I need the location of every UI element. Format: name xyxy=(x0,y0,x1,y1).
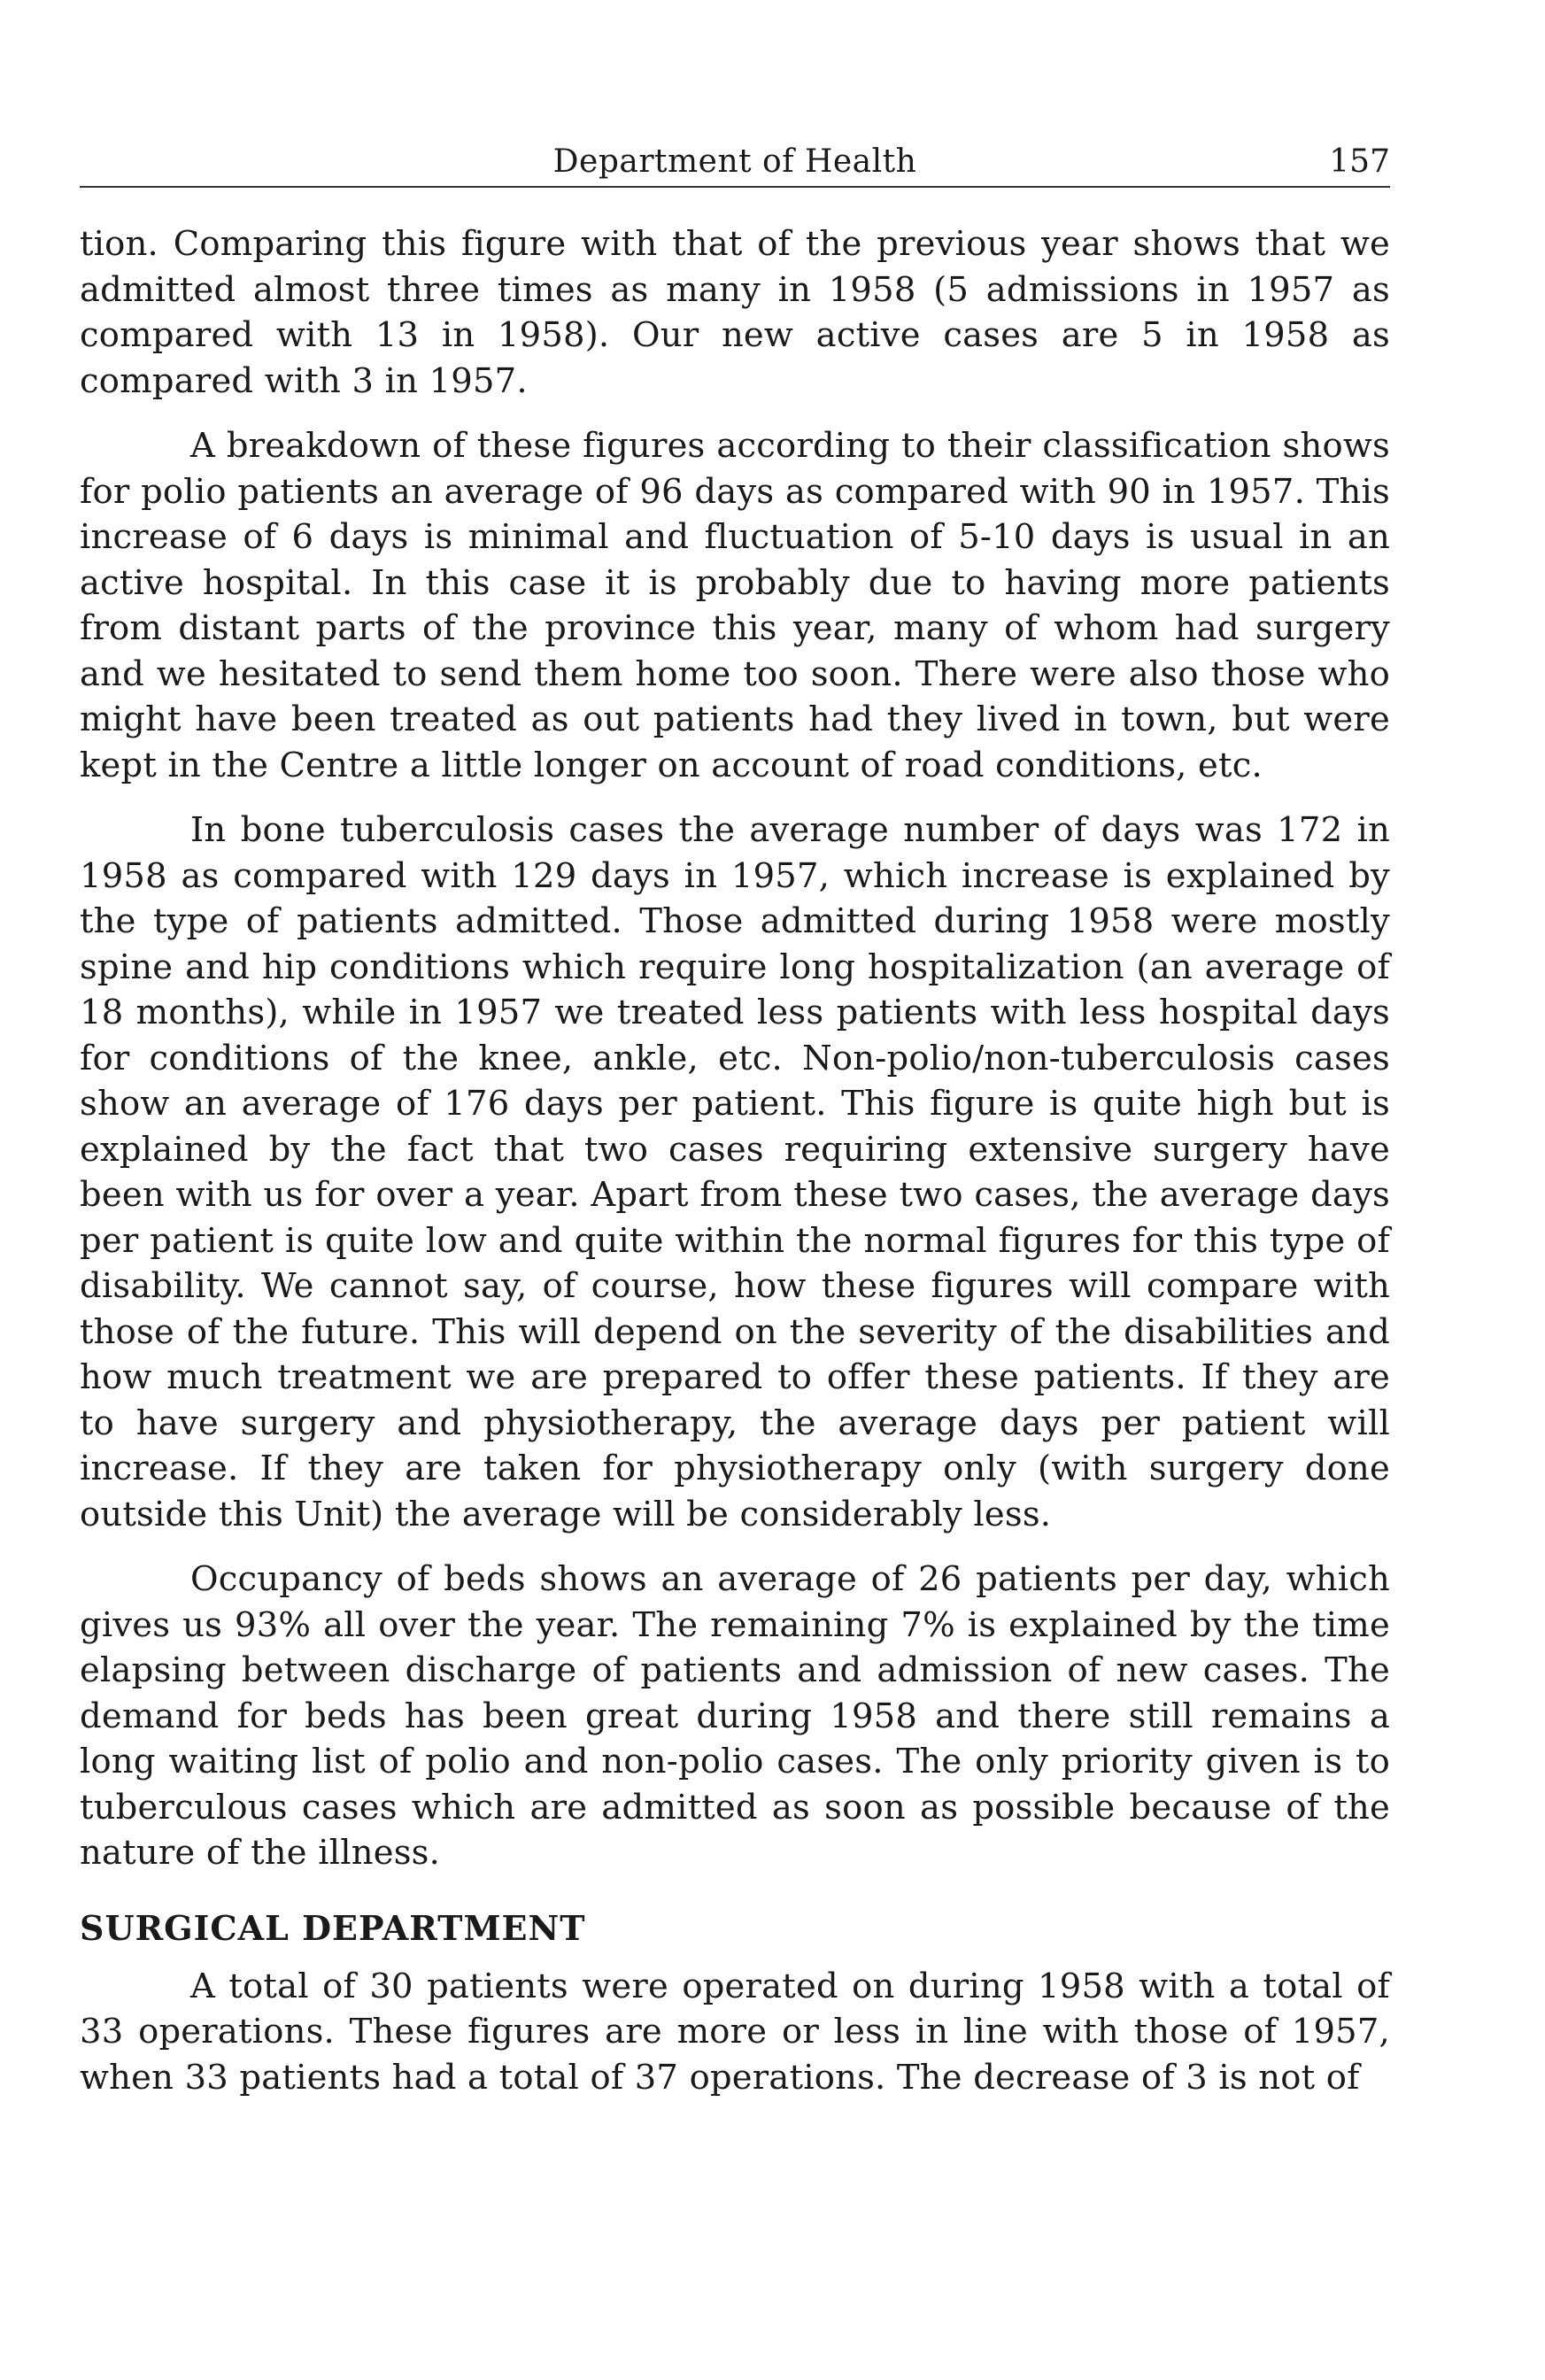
section-heading: SURGICAL DEPARTMENT xyxy=(80,1907,586,1948)
running-title: Department of Health xyxy=(552,143,917,180)
page-number: 157 xyxy=(1329,143,1390,180)
paragraph-bed-occupancy: Occupancy of beds shows an average of 26 patients per day, which gives us 93% all over the year. The remaining 7% is explained by the time elapsing between discharge of patients and admission of new cases. The demand for beds has been great during 1958 and there still remains a long waiting list of polio and non-polio cases. The only priority given is to tuberculous cases which are admitted as soon as possible because of the nature of the illness. xyxy=(80,1559,1390,1873)
paragraph-polio-breakdown: A breakdown of these figures according to their classification shows for polio patients an average of 96 days as compared with 90 in 1957. This increase of 6 days is minimal and fluctuation of 5-10 days is usual in an active hospital. In this case it is probably due to having more patients from distant parts of the province this year, many of whom had surgery and we hesitated to send them home too soon. There were also those who might have been treated as out patients had they lived in town, but were kept in the Centre a little longer on account of road conditions, etc. xyxy=(80,426,1390,785)
paragraph-continuation: tion. Comparing this figure with that of the previous year shows that we admitted almost three times as many in 1958 (5 admissions in 1957 as compared with 13 in 1958). Our new active cases are 5 in 1958 as compared with 3 in 1957. xyxy=(80,224,1390,401)
document-page xyxy=(80,133,1390,2120)
paragraph-bone-tuberculosis: In bone tuberculosis cases the average number of days was 172 in 1958 as compared with 129 days in 1957, which increase is explained by the type of patients admitted. Those admitted during 1958 were mostly spine and hip conditions which require long hospitalization (an average of 18 months), while in 1957 we treated less patients with less hospital days for conditions of the knee, ankle, etc. Non-polio/non-tuberculosis cases show an average of 176 days per patient. This figure is quite high but is explained by the fact that two cases requiring extensive surgery have been with us for over a year. Apart from these two cases, the average days per patient is quite low and quite within the normal figures for this type of disability. We cannot say, of course, how these figures will compare with those of the future. This will depend on the severity of the disabilities and how much treatment we are prepared to offer these patients. If they are to have surgery and physiotherapy, the average days per patient will increase. If they are taken for physiotherapy only (with surgery done outside this Unit) the average will be considerably less. xyxy=(80,810,1390,1534)
document-body xyxy=(80,221,1390,2100)
paragraph-surgical: A total of 30 patients were operated on during 1958 with a total of 33 operations. These figures are more or less in line with those of 1957, when 33 patients had a total of 37 operations. The decrease of 3 is not of xyxy=(80,1966,1390,2098)
running-header xyxy=(80,133,1390,188)
